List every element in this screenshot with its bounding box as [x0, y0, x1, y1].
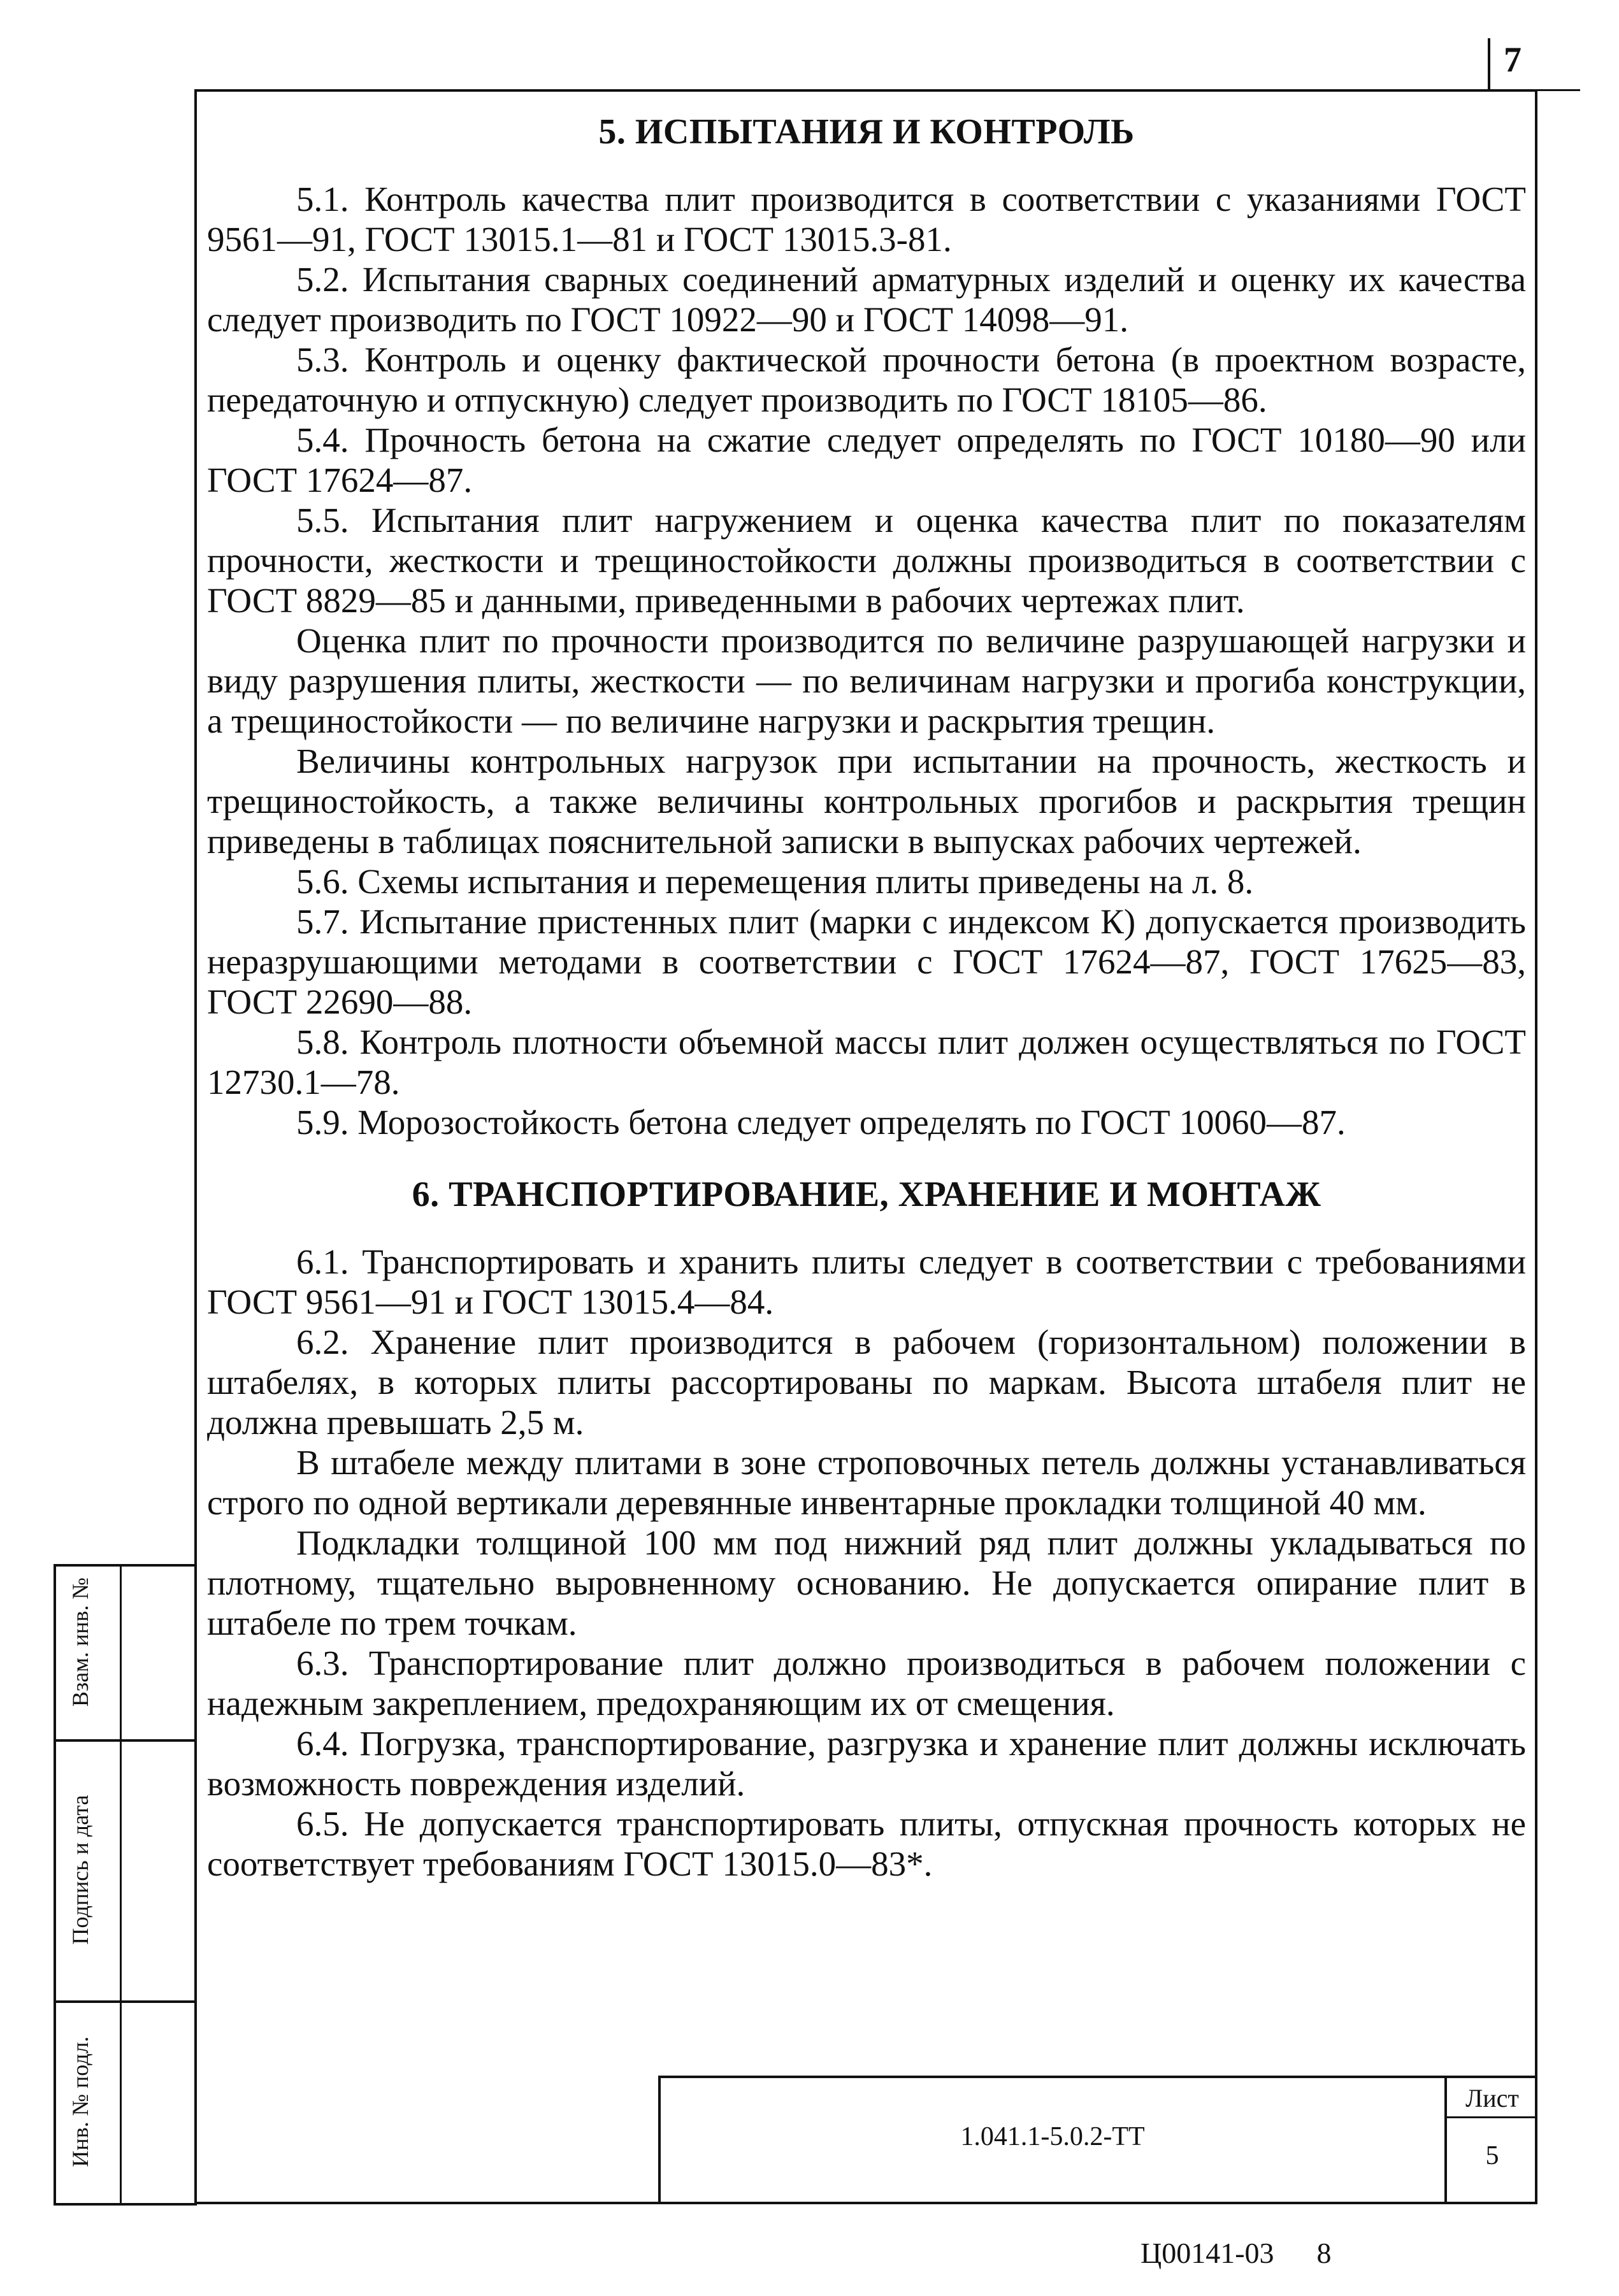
stamp-vzam-inv: Взам. инв. №: [68, 1577, 93, 1707]
top-rule-extension: [1532, 89, 1580, 91]
paragraph-6-3: 6.3. Транспортирование плит должно производиться в рабочем положении с надежным закреплением, предохраняющим их от смещения.: [207, 1644, 1526, 1723]
paragraph-5-4: 5.4. Прочность бетона на сжатие следует определять по ГОСТ 10180—90 или ГОСТ 17624—87.: [207, 420, 1526, 499]
footer: [1140, 2236, 1332, 2270]
sheet-number: 5: [1485, 2141, 1499, 2170]
footer-code: Ц00141-03: [1140, 2237, 1274, 2269]
paragraph-6-1: 6.1. Транспортировать и хранить плиты следует в соответствии с требованиями ГОСТ 9561—91 и ГОСТ 13015.4—84.: [207, 1242, 1526, 1321]
paragraph-6-2: 6.2. Хранение плит производится в рабочем (горизонтальном) положении в штабелях, в которых плиты рассортированы по маркам. Высота штабеля плит не должна превышать 2,5 м.: [207, 1323, 1526, 1442]
paragraph-5-1: 5.1. Контроль качества плит производится в соответствии с указаниями ГОСТ 9561—91, ГОСТ 13015.1—81 и ГОСТ 13015.3-81.: [207, 180, 1526, 259]
stamp-inv-podl: Инв. № подл.: [68, 2036, 93, 2167]
paragraph-5-8: 5.8. Контроль плотности объемной массы плит должен осуществляться по ГОСТ 12730.1—78.: [207, 1022, 1526, 1101]
paragraph-5-5: 5.5. Испытания плит нагружением и оценка качества плит по показателям прочности, жесткости и трещиностойкости должны производиться в соответствии с ГОСТ 8829—85 и данными, приведенными в рабочих чертежах плит.: [207, 501, 1526, 620]
footer-number: 8: [1316, 2237, 1332, 2269]
paragraph-6-4: 6.4. Погрузка, транспортирование, разгрузка и хранение плит должны исключать возможность повреждения изделий.: [207, 1724, 1526, 1803]
paragraph-5-3: 5.3. Контроль и оценку фактической прочности бетона (в проектном возрасте, передаточную и отпускную) следует производить по ГОСТ 18105—86.: [207, 340, 1526, 419]
section-5-title: 5. ИСПЫТАНИЯ И КОНТРОЛЬ: [598, 112, 1135, 152]
paragraph-5-9: 5.9. Морозостойкость бетона следует определять по ГОСТ 10060—87.: [296, 1103, 1346, 1142]
paragraph-6-2-spacers: В штабеле между плитами в зоне строповочных петель должны устанавливаться строго по одной вертикали деревянные инвентарные прокладки толщиной 40 мм.: [207, 1443, 1526, 1522]
paragraph-5-5-loads: Величины контрольных нагрузок при испытании на прочность, жесткость и трещиностойкость, а также величины контрольных прогибов и раскрытия трещин приведены в таблицах пояснительной записки в выпусках рабочих чертежей.: [207, 742, 1526, 861]
section-6-title: 6. ТРАНСПОРТИРОВАНИЕ, ХРАНЕНИЕ И МОНТАЖ: [412, 1175, 1321, 1214]
document-body: [207, 111, 1526, 1884]
page-number-divider: [1488, 38, 1490, 90]
paragraph-5-7: 5.7. Испытание пристенных плит (марки с индексом К) допускается производить неразрушающими методами в соответствии с ГОСТ 17624—87, ГОСТ 17625—83, ГОСТ 22690—88.: [207, 902, 1526, 1021]
document-code: 1.041.1-5.0.2-ТТ: [960, 2122, 1145, 2151]
paragraph-5-2: 5.2. Испытания сварных соединений арматурных изделий и оценку их качества следует производить по ГОСТ 10922—90 и ГОСТ 14098—91.: [207, 260, 1526, 339]
paragraph-6-2-base: Подкладки толщиной 100 мм под нижний ряд плит должны укладываться по плотному, тщательно выровненному основанию. Не допускается опирание плит в штабеле по трем точкам.: [207, 1523, 1526, 1642]
paragraph-5-5-strength: Оценка плит по прочности производится по величине разрушающей нагрузки и виду разрушения плиты, жесткости — по величинам нагрузки и прогиба конструкции, а трещиностойкости — по величине нагрузки и раскрытия трещин.: [207, 621, 1526, 740]
paragraph-6-5: 6.5. Не допускается транспортировать плиты, отпускная прочность которых не соответствует требованиям ГОСТ 13015.0—83*.: [207, 1804, 1526, 1883]
page-number: 7: [1504, 40, 1522, 80]
paragraph-5-6: 5.6. Схемы испытания и перемещения плиты приведены на л. 8.: [296, 862, 1254, 901]
sheet-label: Лист: [1465, 2084, 1519, 2113]
stamp-podpis-data: Подпись и дата: [68, 1795, 93, 1945]
